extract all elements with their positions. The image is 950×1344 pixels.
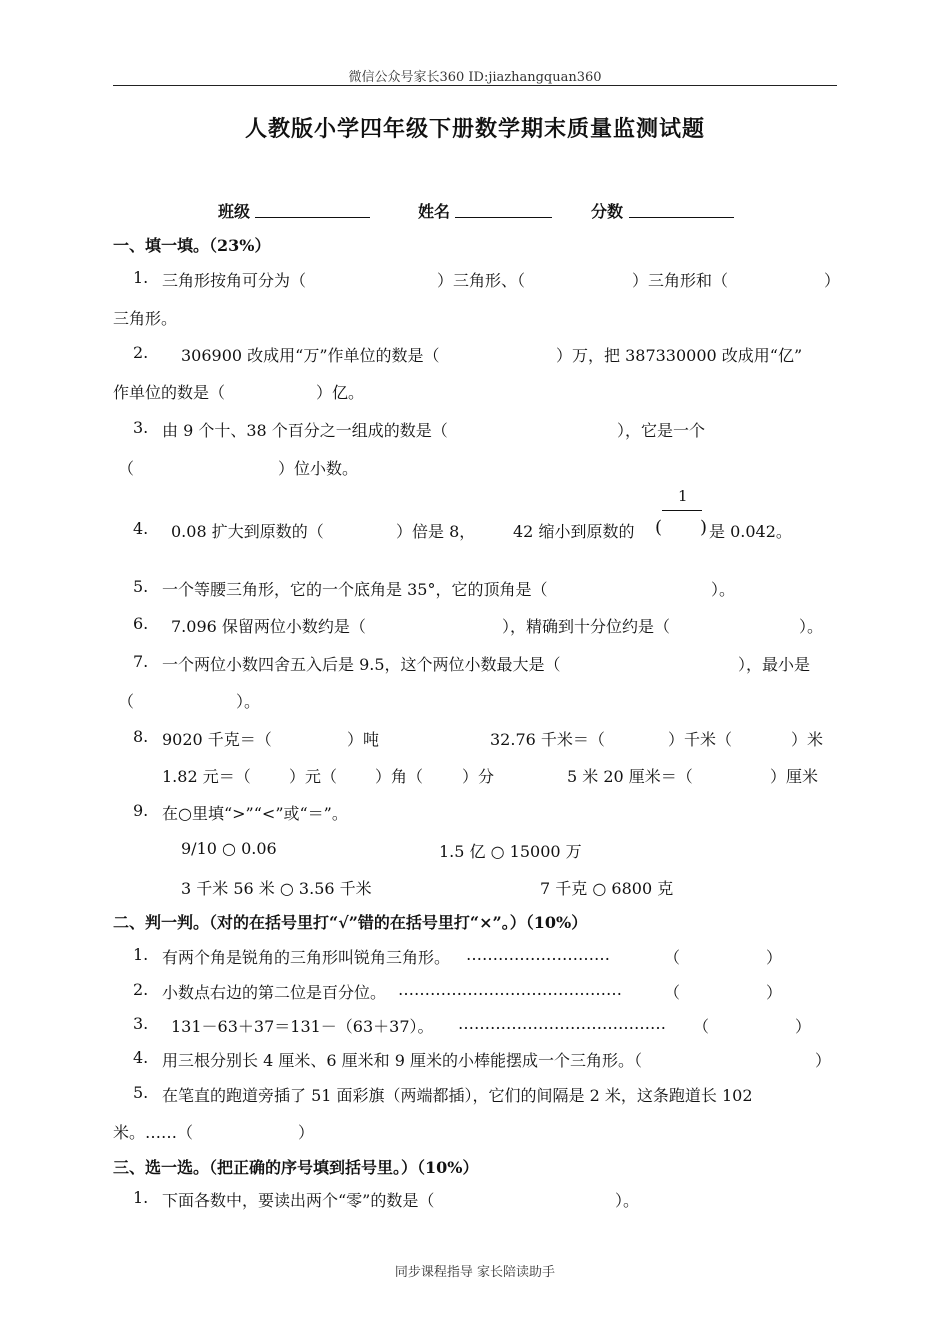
class-field[interactable] [255,199,370,218]
section3-heading: 三、选一选。（把正确的序号填到括号里。）（10%） [113,1158,479,1177]
q2-1-paren-right: ） [766,948,783,967]
name-field[interactable] [455,199,552,218]
q2-1-dots: ……………………… [466,945,610,964]
q1-3-text-b: ），它是一个 [617,421,706,440]
q1-8-text-e: ）米 [791,730,824,749]
q2-4-paren-right: ） [815,1051,832,1070]
q1-8-text-g: ）元（ [289,767,338,786]
q1-6-text-c: ）。 [799,617,824,636]
q1-9-num: 9. [133,801,149,820]
q2-1-num: 1. [133,945,149,964]
q1-1-text-a: 三角形按角可分为（ [162,271,307,290]
q1-6-text-a: 7.096 保留两位小数约是（ [171,617,366,636]
q2-3-paren-right: ） [795,1017,812,1036]
q3-1-num: 1. [133,1188,149,1207]
q1-8-text-b: ）吨 [347,730,380,749]
fraction-bar [662,510,702,511]
q1-8-text-j: 5 米 20 厘米＝（ [567,767,693,786]
compare-item-1: 9/10 ○ 0.06 [181,839,277,858]
q1-3-line2b: ）位小数。 [278,459,359,478]
q2-2-paren-left: （ [664,983,681,1002]
q2-3-text: 131－63＋37＝131－（63＋37）。 [171,1017,434,1036]
page-title: 人教版小学四年级下册数学期末质量监测试题 [244,116,705,142]
q1-1-text-c: ）三角形和（ [632,271,729,290]
q2-4-num: 4. [133,1048,149,1067]
q1-8-text-f: 1.82 元＝（ [162,767,251,786]
compare-item-2: 1.5 亿 ○ 15000 万 [439,842,582,861]
q1-9-text-a: 在○里填“>”“<”或“＝”。 [162,804,348,823]
header-rule [113,85,837,86]
q2-5-text: 在笔直的跑道旁插了 51 面彩旗（两端都插），它们的间隔是 2 米，这条跑道长 102 [162,1086,753,1105]
q1-1-text-d: ） [824,271,841,290]
q1-7-text-b: ），最小是 [738,655,811,674]
q2-5-num: 5. [133,1083,149,1102]
fraction-paren-left: ( [655,517,663,538]
fraction-numerator: 1 [678,487,688,505]
q1-8-text-c: 32.76 千米＝（ [490,730,605,749]
q1-8-text-i: ）分 [462,767,495,786]
q1-7-text-a: 一个两位小数四舍五入后是 9.5，这个两位小数最大是（ [162,655,561,674]
q2-2-dots: …………………………………… [398,980,622,999]
q1-6-num: 6. [133,614,149,633]
section2-heading: 二、判一判。（对的在括号里打“√”错的在括号里打“×”。）（10%） [113,913,588,932]
name-label: 姓名 [418,202,451,221]
q1-2-line2b: ）亿。 [316,383,365,402]
q1-8-text-a: 9020 千克＝（ [162,730,272,749]
q1-3-line2a: （ [118,459,135,478]
q1-2-text-a: 306900 改成用“万”作单位的数是（ [181,346,440,365]
compare-item-4: 7 千克 ○ 6800 克 [540,879,674,898]
q1-2-line2a: 作单位的数是（ [113,383,226,402]
q2-3-num: 3. [133,1014,149,1033]
q1-4-text-c: 42 缩小到原数的 [513,522,635,541]
q3-1-text-a: 下面各数中，要读出两个“零”的数是（ [162,1191,435,1210]
q1-4-text-a: 0.08 扩大到原数的（ [171,522,324,541]
q1-1-num: 1. [133,268,149,287]
q1-8-text-k: ）厘米 [770,767,819,786]
q1-5-num: 5. [133,577,149,596]
q1-4-text-b: ）倍是 8， [396,522,476,541]
q2-2-text: 小数点右边的第二位是百分位。 [162,983,387,1002]
q1-7-line2a: （ [118,692,135,711]
q1-3-text-a: 由 9 个十、38 个百分之一组成的数是（ [162,421,448,440]
score-field[interactable] [629,199,734,218]
q1-8-text-h: ）角（ [375,767,424,786]
q2-3-paren-left: （ [693,1017,710,1036]
q1-7-line2b: ）。 [236,692,261,711]
q2-1-text: 有两个角是锐角的三角形叫锐角三角形。 [162,948,451,967]
class-label: 班级 [218,202,251,221]
q2-5-line2a: 米。……（ [113,1123,194,1142]
q1-1-line2: 三角形。 [113,309,178,328]
q3-1-text-b: ）。 [615,1191,640,1210]
section1-heading: 一、填一填。（23%） [113,236,271,255]
q1-5-text-a: 一个等腰三角形，它的一个底角是 35°，它的顶角是（ [162,580,548,599]
q1-2-num: 2. [133,343,149,362]
q1-8-text-d: ）千米（ [668,730,733,749]
q1-4-num: 4. [133,519,149,538]
q1-5-text-b: ）。 [711,580,736,599]
fraction-paren-right: ) [700,517,708,538]
page-header: 微信公众号家长360 ID:jiazhangquan360 [348,70,602,85]
score-label: 分数 [591,202,624,221]
q2-1-paren-left: （ [664,948,681,967]
q1-4-text-d: 是 0.042。 [709,522,792,541]
q1-2-text-b: ）万，把 387330000 改成用“亿” [556,346,803,365]
q2-3-dots: ………………………………… [458,1014,666,1033]
page-footer: 同步课程指导 家长陪读助手 [394,1265,556,1280]
q2-2-paren-right: ） [766,983,783,1002]
compare-item-3: 3 千米 56 米 ○ 3.56 千米 [181,879,372,898]
q1-6-text-b: ），精确到十分位约是（ [502,617,671,636]
q2-4-text: 用三根分别长 4 厘米、6 厘米和 9 厘米的小棒能摆成一个三角形。（ [162,1051,642,1070]
q2-2-num: 2. [133,980,149,999]
q1-8-num: 8. [133,727,149,746]
q1-1-text-b: ）三角形、（ [437,271,526,290]
q1-3-num: 3. [133,418,149,437]
q1-7-num: 7. [133,652,149,671]
q2-5-line2b: ） [298,1123,315,1142]
